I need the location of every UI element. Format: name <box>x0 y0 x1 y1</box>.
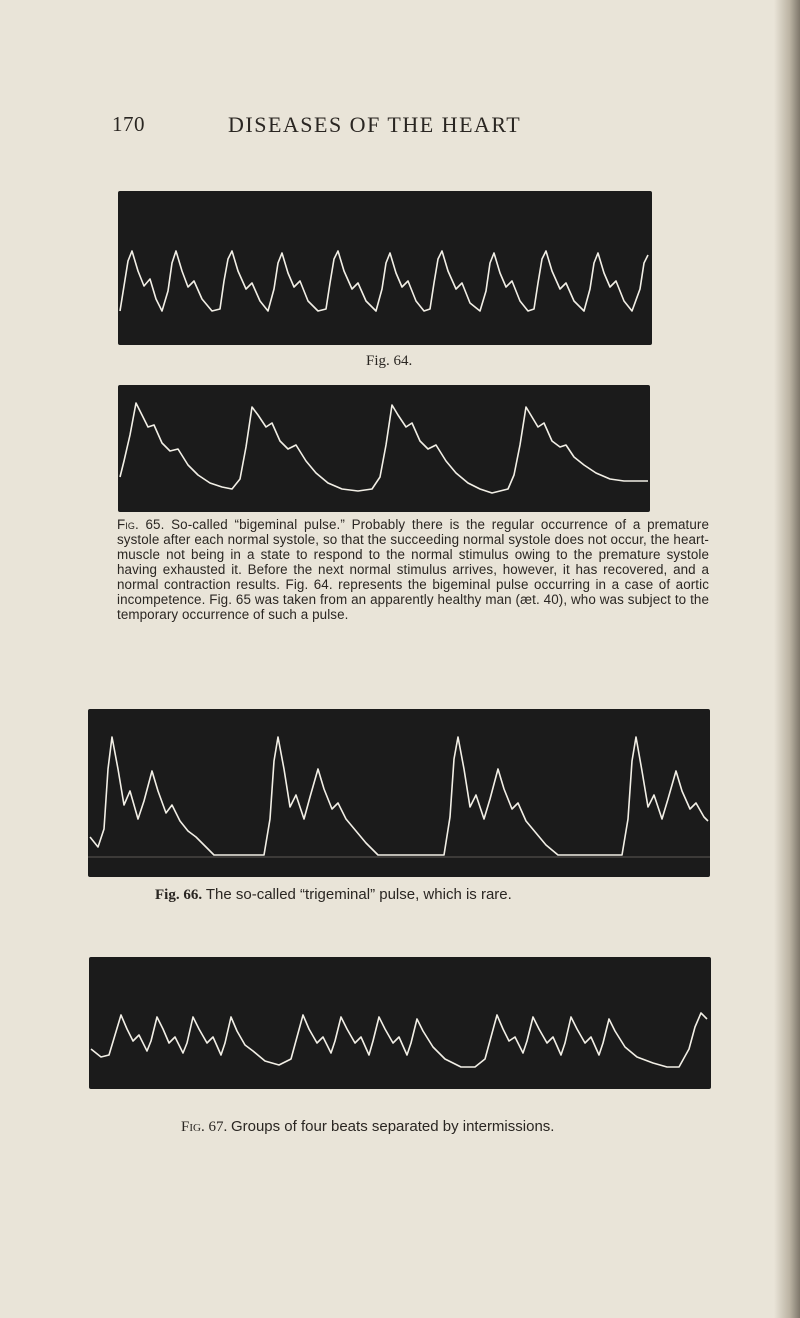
fig65-text: So-called “bigeminal pulse.” Probably there is the regular occurrence of a premature systole after each normal systole, so that the succeeding normal systole does not occur, the heart-muscle not being in a state to respond to the normal stimulus owing to the premature systole having exhausted it. Before the next normal stimulus arrives, however, it has recovered, and a normal contraction results. Fig. 64. represents the bigeminal pulse occurring in a case of aortic incompetence. Fig. 65 was taken from an apparently healthy man (æt. 40), who was subject to the temporary occurrence of such a pulse. <box>117 517 709 622</box>
fig67-pulse-tracing <box>89 957 711 1089</box>
fig64-pulse-tracing <box>118 191 652 345</box>
fig64-waveform <box>118 191 652 345</box>
fig67-waveform <box>89 957 711 1089</box>
fig67-text: Groups of four beats separated by intermissions. <box>230 1118 555 1135</box>
fig65-waveform <box>118 385 650 512</box>
fig65-caption <box>117 517 709 622</box>
fig66-caption <box>155 886 512 904</box>
fig65-pulse-tracing <box>118 385 650 512</box>
fig67-caption <box>181 1118 554 1136</box>
running-title: DISEASES OF THE HEART <box>228 112 522 137</box>
fig66-pulse-tracing <box>88 709 710 877</box>
fig67-label: Fig. 67. <box>181 1119 228 1135</box>
fig66-text: The so-called “trigeminal” pulse, which is rare. <box>205 886 512 903</box>
fig64-caption: Fig. 64. <box>366 353 413 369</box>
page-edge-shadow <box>774 0 800 1318</box>
page-number: 170 <box>112 112 145 136</box>
fig66-label: Fig. 66. <box>155 887 203 903</box>
fig66-waveform <box>88 709 710 877</box>
fig65-label: Fig. 65. <box>117 517 165 532</box>
